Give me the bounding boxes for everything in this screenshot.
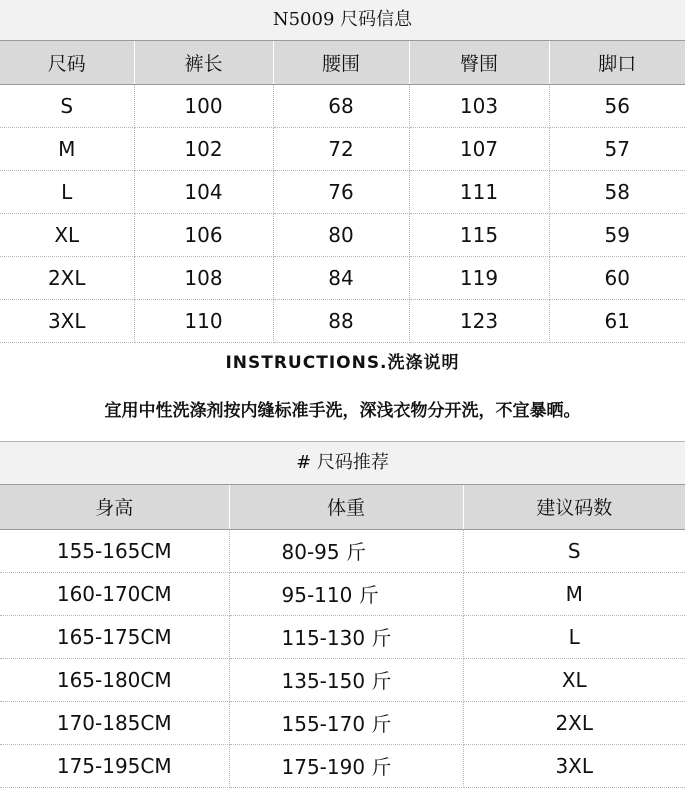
size-info-table [0,41,685,343]
cell-waist: 68 [273,84,409,127]
table-row [0,744,685,787]
recommend-header-row [0,485,685,529]
cell-height: 165-175CM [0,615,229,658]
header-size: 尺码 [0,41,134,84]
cell-weight: 95-110 斤 [229,572,463,615]
cell-hem: 61 [549,299,685,342]
header-hip: 臀围 [409,41,549,84]
cell-height: 165-180CM [0,658,229,701]
cell-suggested-size: M [463,572,685,615]
cell-height: 155-165CM [0,529,229,572]
table-row [0,84,685,127]
table-row [0,572,685,615]
table-row [0,170,685,213]
table-row [0,299,685,342]
header-height: 身高 [0,485,229,529]
cell-length: 102 [134,127,273,170]
cell-hip: 107 [409,127,549,170]
table-row [0,529,685,572]
cell-waist: 76 [273,170,409,213]
cell-size: L [0,170,134,213]
cell-weight: 115-130 斤 [229,615,463,658]
instructions-text: 宜用中性洗涤剂按内缝标准手洗，深浅衣物分开洗，不宜暴晒。 [104,401,581,421]
header-weight: 体重 [229,485,463,529]
cell-weight: 80-95 斤 [229,529,463,572]
table-row [0,256,685,299]
size-info-title: N5009 尺码信息 [0,0,685,40]
table-row [0,615,685,658]
cell-length: 104 [134,170,273,213]
cell-length: 110 [134,299,273,342]
table-row [0,658,685,701]
cell-weight: 135-150 斤 [229,658,463,701]
cell-suggested-size: 2XL [463,701,685,744]
size-info-header-row [0,41,685,84]
cell-suggested-size: L [463,615,685,658]
cell-size: 2XL [0,256,134,299]
cell-height: 160-170CM [0,572,229,615]
cell-hip: 115 [409,213,549,256]
cell-size: 3XL [0,299,134,342]
cell-hem: 56 [549,84,685,127]
cell-height: 170-185CM [0,701,229,744]
cell-waist: 84 [273,256,409,299]
header-suggested-size: 建议码数 [463,485,685,529]
cell-size: XL [0,213,134,256]
cell-suggested-size: S [463,529,685,572]
header-waist: 腰围 [273,41,409,84]
recommend-table [0,485,685,788]
cell-hip: 111 [409,170,549,213]
table-row [0,701,685,744]
table-row [0,213,685,256]
cell-weight: 175-190 斤 [229,744,463,787]
cell-hem: 58 [549,170,685,213]
recommend-title: # 尺码推荐 [0,442,685,484]
cell-length: 106 [134,213,273,256]
cell-size: S [0,84,134,127]
cell-length: 100 [134,84,273,127]
cell-hem: 60 [549,256,685,299]
cell-hem: 57 [549,127,685,170]
cell-waist: 88 [273,299,409,342]
instructions-title: INSTRUCTIONS.洗涤说明 [225,353,460,373]
cell-suggested-size: XL [463,658,685,701]
cell-hip: 123 [409,299,549,342]
table-row [0,127,685,170]
cell-hip: 119 [409,256,549,299]
cell-size: M [0,127,134,170]
cell-length: 108 [134,256,273,299]
cell-hip: 103 [409,84,549,127]
cell-height: 175-195CM [0,744,229,787]
header-hem: 脚口 [549,41,685,84]
cell-weight: 155-170 斤 [229,701,463,744]
header-length: 裤长 [134,41,273,84]
cell-waist: 72 [273,127,409,170]
cell-suggested-size: 3XL [463,744,685,787]
cell-hem: 59 [549,213,685,256]
cell-waist: 80 [273,213,409,256]
